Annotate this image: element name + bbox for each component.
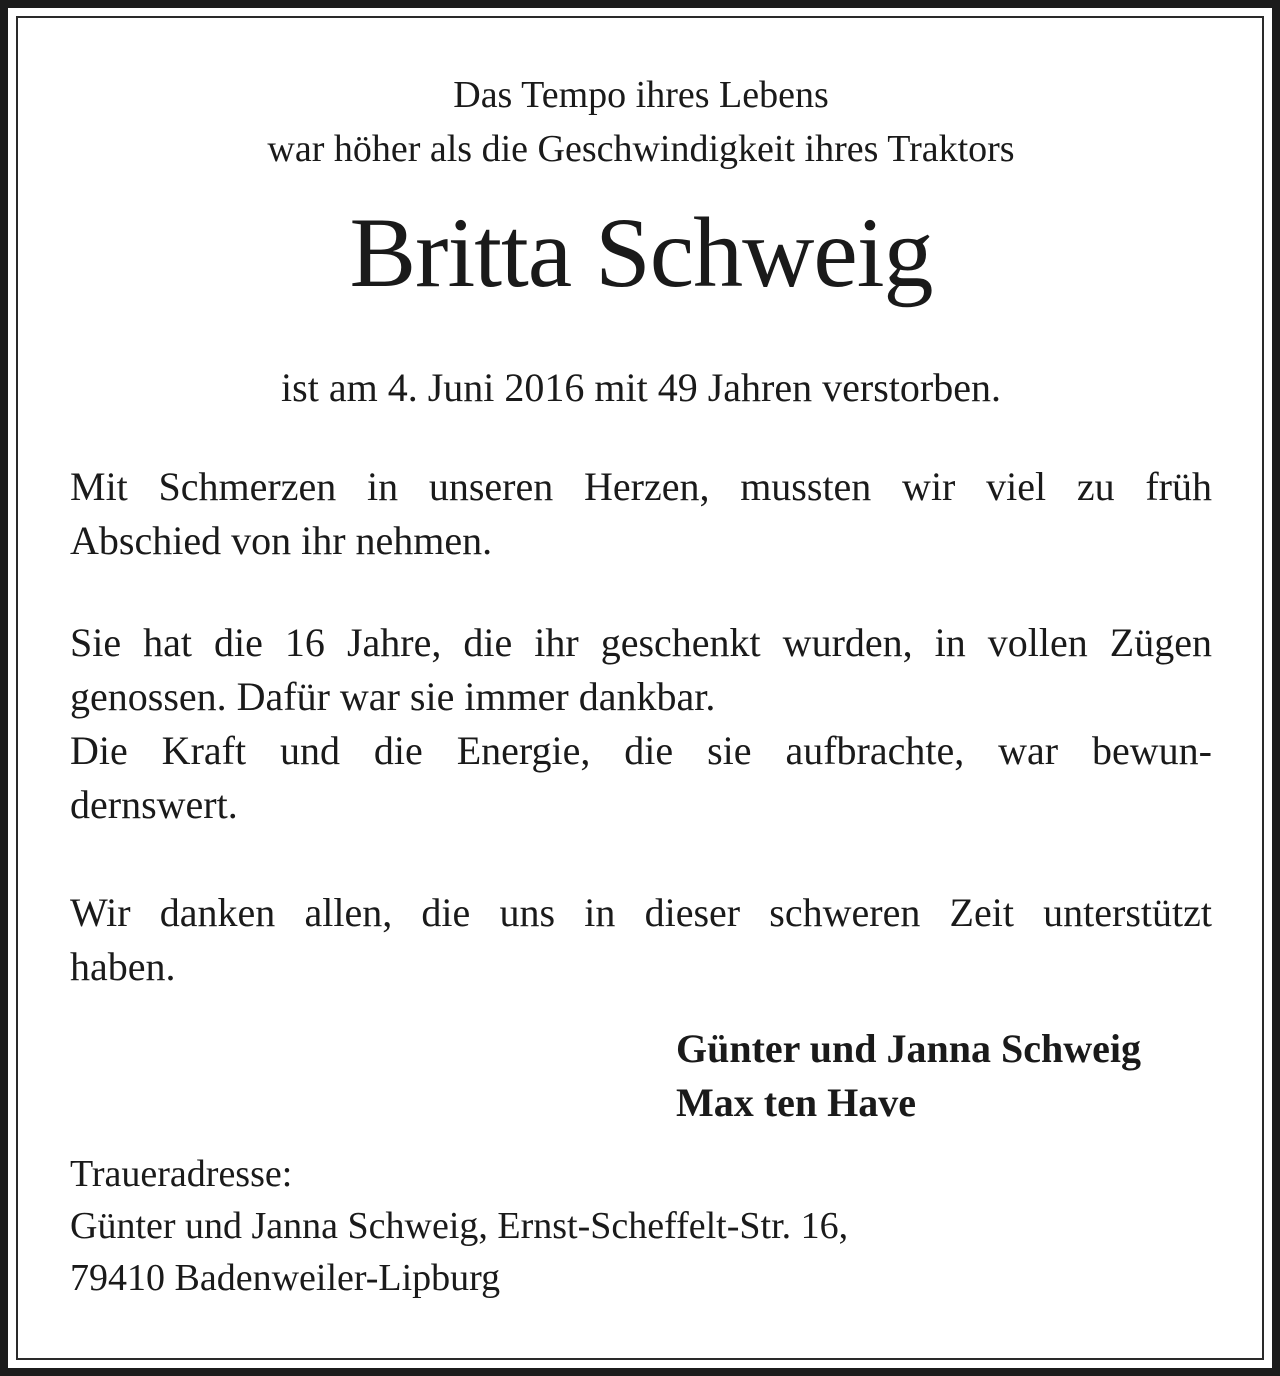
paragraph-line: Wir danken allen, die uns in dieser schweren Zeit unterstützt [70,890,1212,935]
mourning-address [70,1148,1212,1304]
paragraph-grief [70,460,1212,568]
motto-line-2: war höher als die Geschwindigkeit ihres Traktors [267,128,1015,170]
paragraph-life [70,616,1212,832]
address-line: 79410 Badenweiler-Lipburg [70,1257,501,1299]
paragraph-line: Die Kraft und die Energie, die sie aufbrachte, war bewun- [70,728,1212,773]
paragraph-line: Sie hat die 16 Jahre, die ihr geschenkt wurden, in vollen Zügen [70,620,1212,665]
paragraph-line: genossen. Dafür war sie immer dankbar. [70,674,716,719]
signature-line: Max ten Have [676,1080,916,1125]
paragraph-line: Abschied von ihr nehmen. [70,518,493,563]
paragraph-line: dernswert. [70,782,238,827]
deceased-name: Britta Schweig [349,197,933,308]
address-label: Traueradresse: [70,1153,293,1195]
paragraph-thanks [70,886,1212,994]
paragraph-line: haben. [70,944,176,989]
motto-line-1: Das Tempo ihres Lebens [453,74,829,116]
address-line: Günter und Janna Schweig, Ernst-Scheffelt-Str. 16, [70,1205,849,1247]
signatures [676,1022,1216,1130]
death-notice: ist am 4. Juni 2016 mit 49 Jahren verstorben. [281,365,1001,410]
paragraph-line: Mit Schmerzen in unseren Herzen, mussten wir viel zu früh [70,464,1212,509]
signature-line: Günter und Janna Schweig [676,1026,1141,1071]
